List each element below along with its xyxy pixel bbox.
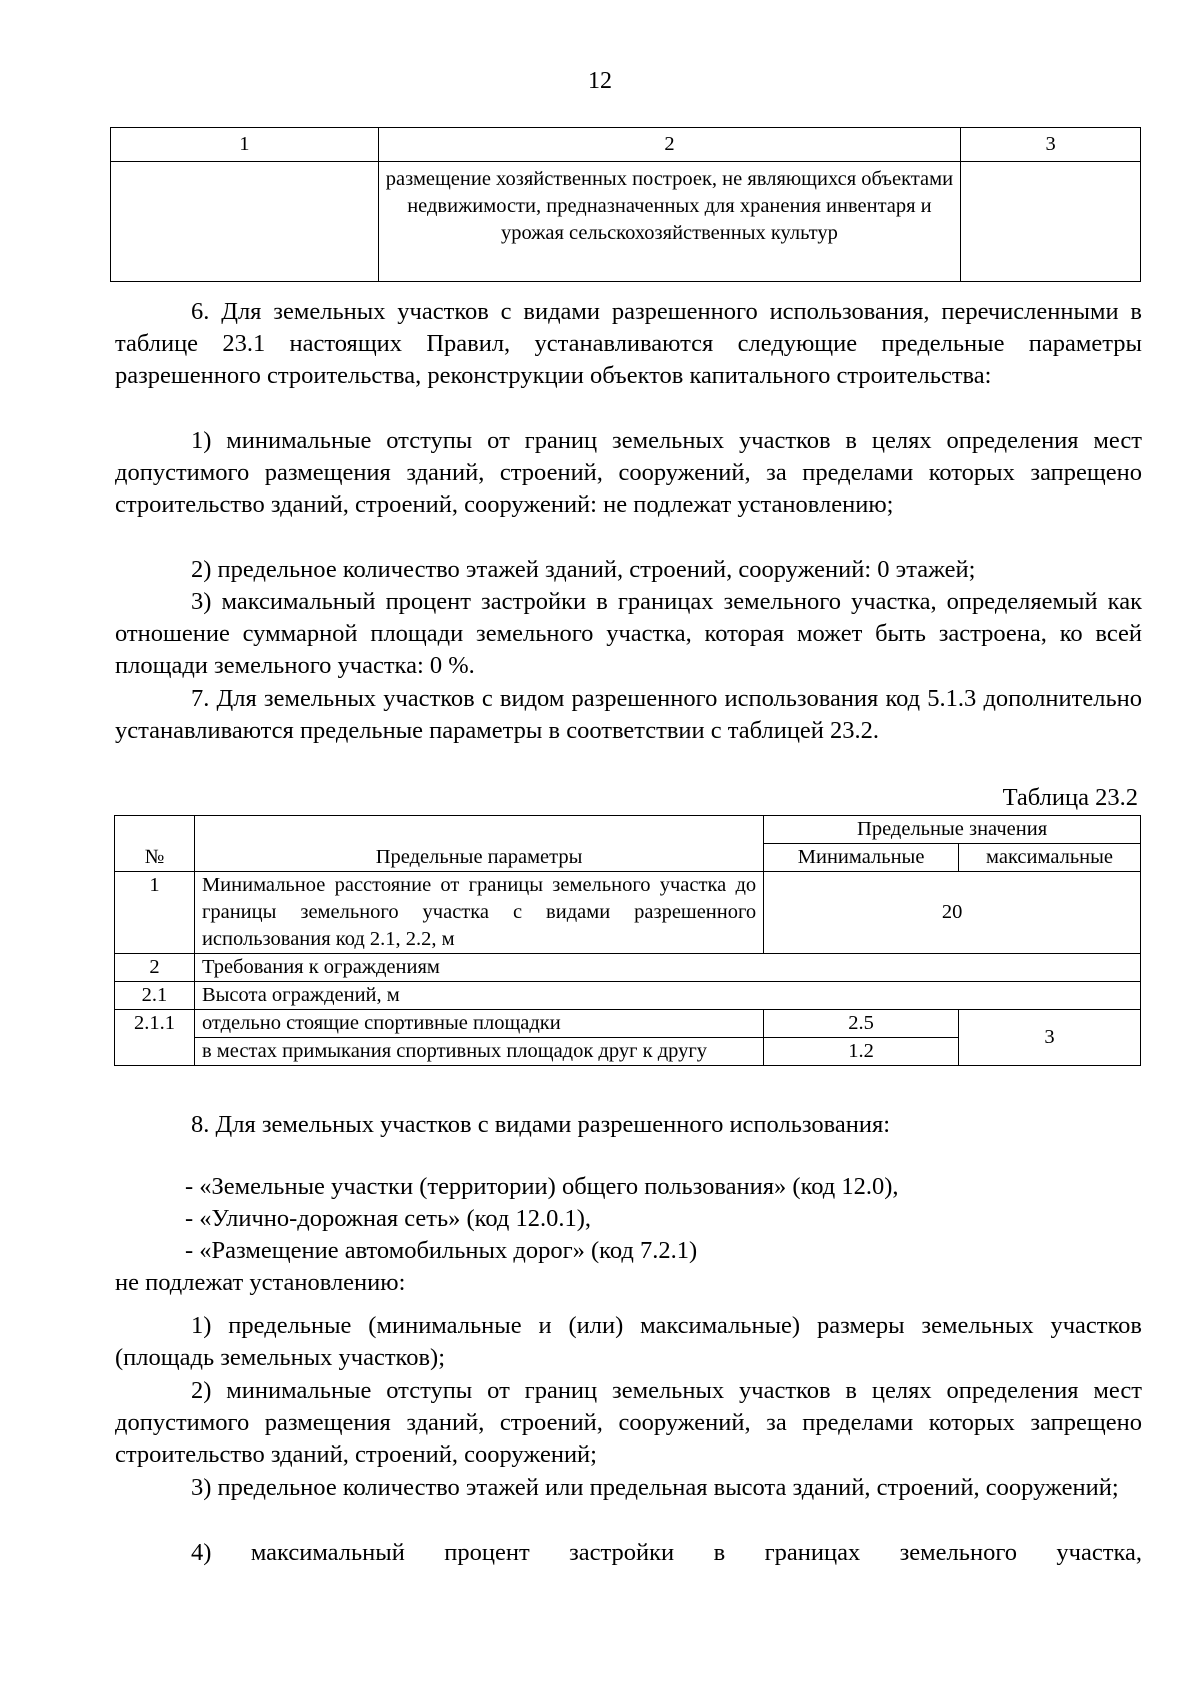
page-number: 12 (588, 68, 612, 94)
table-cell (111, 162, 379, 282)
table-caption: Таблица 23.2 (1002, 784, 1138, 811)
paragraph-6: 6. Для земельных участков с видами разрешенного использования, перечисленными в таблице 23.1 настоящих Правил, устанавливаются следующие предельные параметры разрешенного строительства, реконструкции объектов капитального строительства: (115, 298, 1142, 389)
table-header-cell: Предельные значения (764, 816, 1141, 844)
table-header-cell: 3 (961, 128, 1141, 162)
table-cell: размещение хозяйственных построек, не являющихся объектами недвижимости, предназначенных для хранения инвентаря и урожая сельскохозяйственных культур (378, 162, 961, 282)
table-header-cell: № (115, 816, 195, 872)
table-header-cell: 2 (378, 128, 961, 162)
table-cell: 1 (115, 872, 195, 954)
table-cell: 2 (115, 954, 195, 982)
paragraph-8-item-2: 2) минимальные отступы от границ земельных участков в целях определения мест допустимого размещения зданий, строений, сооружений, за пределами которых запрещено строительство зданий, строений, сооружений; (115, 1377, 1142, 1468)
table-header-row (111, 128, 1141, 162)
paragraph-8-item-1: 1) предельные (минимальные и (или) максимальные) размеры земельных участков (площадь земельных участков); (115, 1312, 1142, 1371)
limit-parameters-table (114, 815, 1141, 1066)
list-item: - «Улично-дорожная сеть» (код 12.0.1), (185, 1205, 591, 1232)
paragraph-6-item-2: 2) предельное количество этажей зданий, строений, сооружений: 0 этажей; (191, 556, 976, 583)
table-row (115, 982, 1141, 1010)
table-header-cell: 1 (111, 128, 379, 162)
paragraph-8-item-3: 3) предельное количество этажей или предельная высота зданий, строений, сооружений; (191, 1474, 1119, 1501)
table-row (115, 954, 1141, 982)
paragraph-6-item-3: 3) максимальный процент застройки в границах земельного участка, определяемый как отношение суммарной площади земельного участка, которая может быть застроена, ко всей площади земельного участка: 0 %. (115, 588, 1142, 679)
table-cell: Минимальное расстояние от границы земельного участка до границы земельного участка с видами разрешенного использования код 2.1, 2.2, м (194, 872, 763, 954)
table-row (115, 1010, 1141, 1038)
paragraph-7: 7. Для земельных участков с видом разрешенного использования код 5.1.3 дополнительно устанавливаются предельные параметры в соответствии с таблицей 23.2. (115, 685, 1142, 744)
table-cell: отдельно стоящие спортивные площадки (194, 1010, 763, 1038)
table-cell: 3 (959, 1010, 1141, 1066)
table-cell: 20 (764, 872, 1141, 954)
table-cell: 2.1.1 (115, 1010, 195, 1066)
table-header-cell: Предельные параметры (194, 816, 763, 872)
list-item: - «Размещение автомобильных дорог» (код 7.2.1) (185, 1237, 698, 1264)
table-cell: Требования к ограждениям (194, 954, 1140, 982)
paragraph-6-item-1: 1) минимальные отступы от границ земельных участков в целях определения мест допустимого размещения зданий, строений, сооружений, за пределами которых запрещено строительство зданий, строений, сооружений: не подлежат установлению; (115, 427, 1142, 518)
table-header-cell: максимальные (959, 844, 1141, 872)
continuation-table (110, 127, 1141, 282)
paragraph-8-item-4: 4) максимальный процент застройки в границах земельного участка, (191, 1539, 1142, 1566)
table-cell: в местах примыкания спортивных площадок друг к другу (194, 1038, 763, 1066)
table-cell: 2.1 (115, 982, 195, 1010)
table-cell: Высота ограждений, м (194, 982, 1140, 1010)
table-cell: 1.2 (764, 1038, 959, 1066)
table-row (115, 872, 1141, 954)
paragraph-8: 8. Для земельных участков с видами разрешенного использования: (191, 1111, 891, 1138)
table-cell: 2.5 (764, 1010, 959, 1038)
paragraph-8-tail: не подлежат установлению: (115, 1269, 406, 1296)
table-row (111, 162, 1141, 282)
table-cell (961, 162, 1141, 282)
table-header-cell: Минимальные (764, 844, 959, 872)
table-header-row (115, 816, 1141, 844)
list-item: - «Земельные участки (территории) общего пользования» (код 12.0), (185, 1173, 899, 1200)
